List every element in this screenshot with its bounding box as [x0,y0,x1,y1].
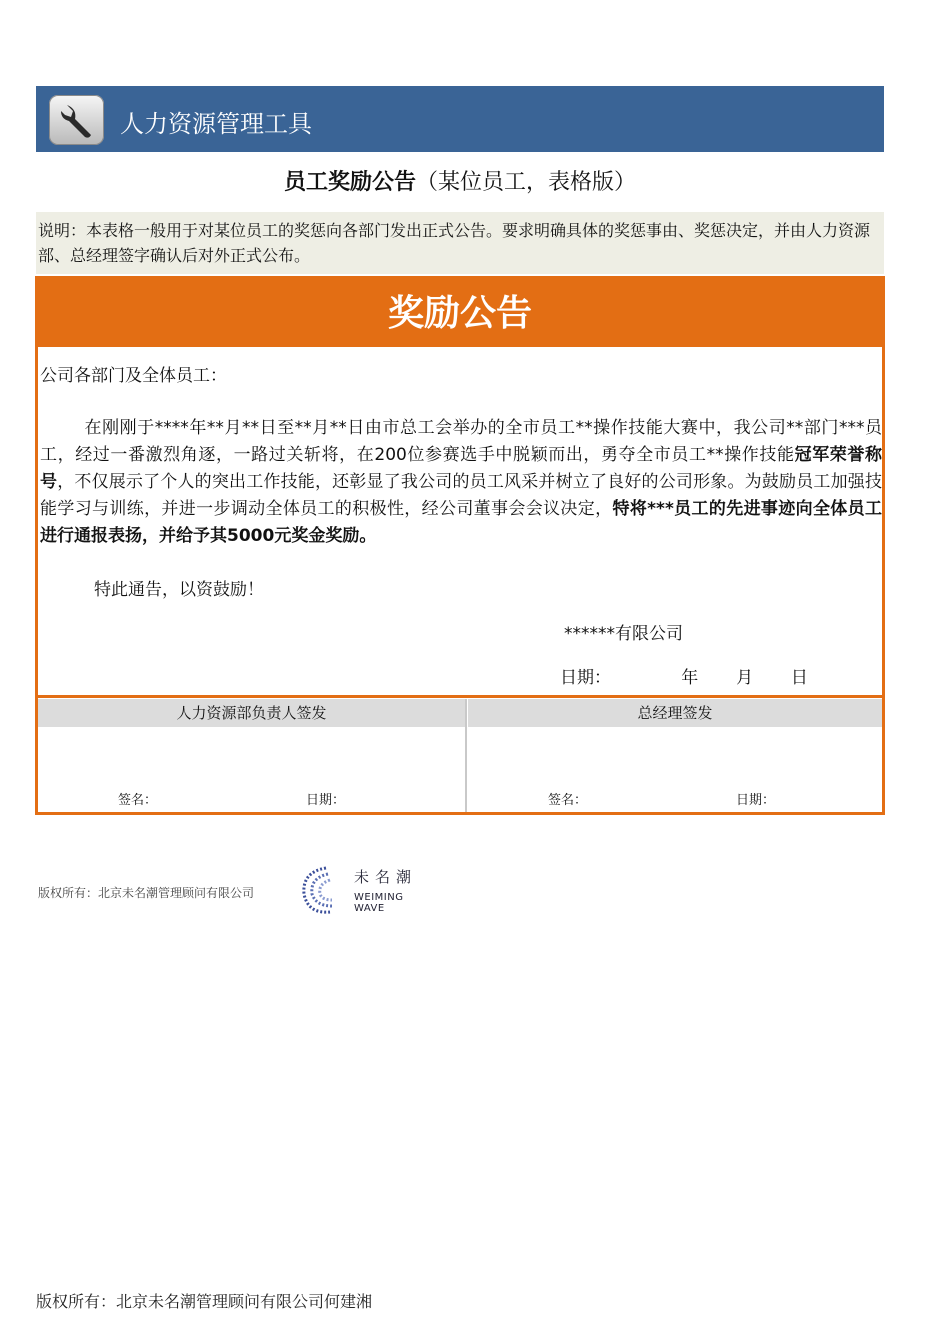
app-header [36,86,884,152]
company-name: ******有限公司 [564,624,683,644]
hr-signoff-header: 人力资源部负责人签发 [38,699,465,727]
copyright-text: 版权所有：北京未名潮管理顾问有限公司 [38,886,255,900]
title-sub: （某位员工，表格版） [416,170,637,195]
wrench-icon [49,95,104,145]
logo-chinese-name: 未名潮 [354,868,418,886]
gm-sign-label: 签名： [548,793,588,808]
greeting: 公司各部门及全体员工： [40,366,227,386]
para-bold-2: 特将***员工的先进事迹向全体员工进行通报表扬，并给予其5000元奖金奖励。 [40,499,883,546]
page-title [0,165,920,196]
gm-signoff-header: 总经理签发 [468,699,882,727]
app-title: 人力资源管理工具 [120,110,312,138]
para-text-1: 在刚刚于****年**月**日至**月**日由市总工会举办的全市员工**操作技能大赛中，我公司**部门***员工，经过一番激烈角逐，一路过关斩将，在200位参赛选手中脱颖而出，勇夺全市员工**操作技能 [40,418,882,465]
para-bold-1: 冠军荣誉称号 [40,445,883,492]
para-text-2: ，不仅展示了个人的突出工作技能，还彰显了我公司的员工风采并树立了良好的公司形象。为鼓励员工加强技能学习与训练，并进一步调动全体员工的积极性，经公司董事会会议决定， [40,472,882,519]
hr-sign-label: 签名： [118,793,158,808]
footer-copyright: 版权所有：北京未名潮管理顾问有限公司何建湘 [36,1292,373,1311]
notice-banner: 奖励公告 [38,279,882,347]
notice-paragraph [40,415,882,550]
company-logo [296,862,426,918]
divider [38,695,882,698]
logo-english-name: WEIMING WAVE [354,892,404,914]
notice-frame [35,276,885,815]
hr-date-label: 日期： [306,793,346,808]
instruction-note: 说明：本表格一般用于对某位员工的奖惩向各部门发出正式公告。要求明确具体的奖惩事由、奖惩决定，并由人力资源部、总经理签字确认后对外正式公布。 [36,212,884,274]
gm-date-label: 日期： [736,793,776,808]
notice-date: 日期： 年 月 日 [560,668,808,688]
closing-line: 特此通告，以资鼓励！ [94,580,264,600]
wave-logo-icon [296,862,352,918]
column-divider [465,699,467,812]
title-main: 员工奖励公告 [283,170,416,195]
